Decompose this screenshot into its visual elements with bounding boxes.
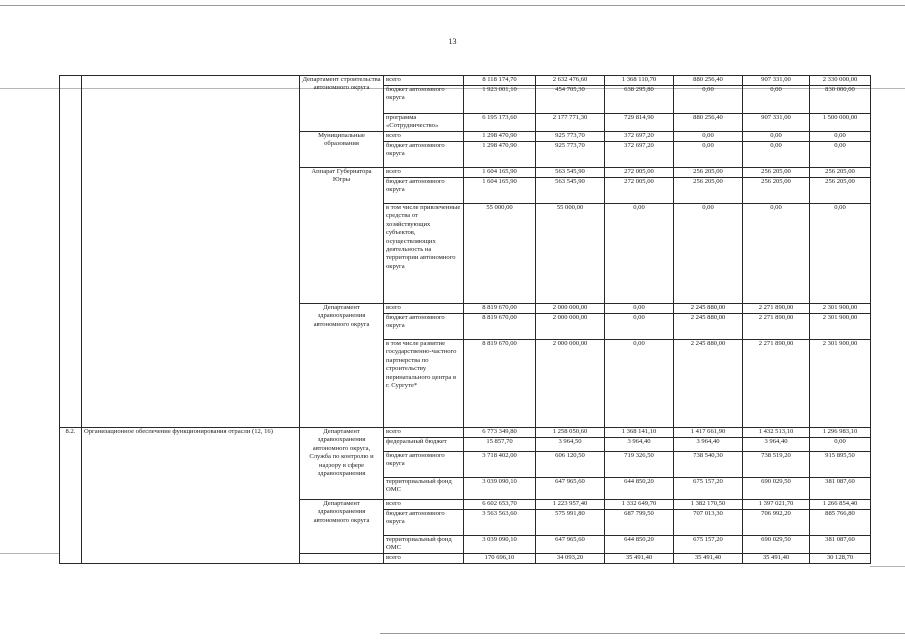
amount-cell: 1 417 661,90 bbox=[674, 428, 743, 438]
amount-cell: 606 120,50 bbox=[536, 452, 605, 478]
amount-cell: 8 118 174,70 bbox=[464, 76, 536, 86]
amount-cell: 925 773,70 bbox=[536, 142, 605, 168]
amount-cell: 170 696,10 bbox=[464, 554, 536, 564]
amount-cell: 0,00 bbox=[743, 204, 810, 304]
amount-cell: 644 850,20 bbox=[605, 478, 674, 500]
amount-cell: 638 295,80 bbox=[605, 86, 674, 114]
amount-cell: 647 965,60 bbox=[536, 478, 605, 500]
amount-cell: 644 850,20 bbox=[605, 536, 674, 554]
executor-cell: Аппарат Губернатора Югры bbox=[300, 168, 384, 304]
amount-cell: 0,00 bbox=[674, 86, 743, 114]
amount-cell: 690 029,50 bbox=[743, 478, 810, 500]
amount-cell: 2 301 900,00 bbox=[810, 304, 871, 314]
amount-cell: 454 705,30 bbox=[536, 86, 605, 114]
amount-cell: 8 819 670,00 bbox=[464, 314, 536, 340]
funding-source-cell: бюджет автономного округа bbox=[384, 314, 464, 340]
amount-cell: 1 500 000,00 bbox=[810, 114, 871, 132]
amount-cell: 30 128,70 bbox=[810, 554, 871, 564]
funding-source-cell: всего bbox=[384, 554, 464, 564]
funding-source-cell: бюджет автономного округа bbox=[384, 178, 464, 204]
amount-cell: 2 330 000,00 bbox=[810, 76, 871, 86]
amount-cell: 381 087,60 bbox=[810, 478, 871, 500]
amount-cell: 0,00 bbox=[810, 204, 871, 304]
funding-source-cell: всего bbox=[384, 304, 464, 314]
funding-source-cell: территориальный фонд ОМС bbox=[384, 478, 464, 500]
amount-cell: 1 296 983,10 bbox=[810, 428, 871, 438]
amount-cell: 256 205,00 bbox=[743, 168, 810, 178]
amount-cell: 0,00 bbox=[743, 132, 810, 142]
section-title-cell bbox=[82, 76, 300, 428]
amount-cell: 647 965,60 bbox=[536, 536, 605, 554]
amount-cell: 880 256,40 bbox=[674, 114, 743, 132]
scan-line-lower-right bbox=[870, 566, 905, 567]
amount-cell: 2 301 900,00 bbox=[810, 340, 871, 428]
amount-cell: 6 195 173,60 bbox=[464, 114, 536, 132]
amount-cell: 1 266 854,40 bbox=[810, 500, 871, 510]
amount-cell: 1 604 165,90 bbox=[464, 178, 536, 204]
funding-source-cell: бюджет автономного округа bbox=[384, 86, 464, 114]
funding-source-cell: в том числе привлеченные средства от хозяйствующих субъектов, осуществляющих деятельность на территории автономного округа bbox=[384, 204, 464, 304]
amount-cell: 0,00 bbox=[810, 438, 871, 452]
amount-cell: 729 814,90 bbox=[605, 114, 674, 132]
funding-source-cell: территориальный фонд ОМС bbox=[384, 536, 464, 554]
amount-cell: 0,00 bbox=[605, 304, 674, 314]
amount-cell: 738 540,30 bbox=[674, 452, 743, 478]
table-row bbox=[60, 428, 871, 438]
amount-cell: 1 604 165,90 bbox=[464, 168, 536, 178]
amount-cell: 272 005,00 bbox=[605, 178, 674, 204]
amount-cell: 0,00 bbox=[605, 314, 674, 340]
amount-cell: 35 491,40 bbox=[605, 554, 674, 564]
amount-cell: 690 029,50 bbox=[743, 536, 810, 554]
amount-cell: 0,00 bbox=[674, 132, 743, 142]
amount-cell: 3 039 090,10 bbox=[464, 536, 536, 554]
amount-cell: 55 000,00 bbox=[464, 204, 536, 304]
amount-cell: 880 256,40 bbox=[674, 76, 743, 86]
amount-cell: 35 491,40 bbox=[743, 554, 810, 564]
amount-cell: 2 632 476,60 bbox=[536, 76, 605, 86]
funding-source-cell: в том числе развитие государственно-частного партнерства по строительству перинатального центра в г. Сургуте* bbox=[384, 340, 464, 428]
amount-cell: 2 271 890,00 bbox=[743, 304, 810, 314]
amount-cell: 1 298 470,90 bbox=[464, 132, 536, 142]
scan-line-bottom bbox=[380, 633, 905, 634]
amount-cell: 0,00 bbox=[810, 142, 871, 168]
executor-cell: Департамент здравоохранения автономного округа bbox=[300, 500, 384, 554]
amount-cell: 1 223 957,40 bbox=[536, 500, 605, 510]
amount-cell: 2 000 000,00 bbox=[536, 314, 605, 340]
amount-cell: 563 545,90 bbox=[536, 168, 605, 178]
amount-cell: 885 766,80 bbox=[810, 510, 871, 536]
amount-cell: 830 000,00 bbox=[810, 86, 871, 114]
amount-cell: 707 013,30 bbox=[674, 510, 743, 536]
amount-cell: 8 819 670,00 bbox=[464, 304, 536, 314]
amount-cell: 1 298 470,90 bbox=[464, 142, 536, 168]
amount-cell: 3 039 090,10 bbox=[464, 478, 536, 500]
amount-cell: 0,00 bbox=[743, 142, 810, 168]
amount-cell: 3 964,40 bbox=[674, 438, 743, 452]
amount-cell: 1 397 021,70 bbox=[743, 500, 810, 510]
amount-cell: 1 368 110,70 bbox=[605, 76, 674, 86]
amount-cell: 381 087,60 bbox=[810, 536, 871, 554]
funding-source-cell: всего bbox=[384, 132, 464, 142]
amount-cell: 0,00 bbox=[605, 204, 674, 304]
executor-cell: Департамент строительства автономного округа bbox=[300, 76, 384, 132]
amount-cell: 34 093,20 bbox=[536, 554, 605, 564]
scan-line-top bbox=[0, 5, 905, 6]
funding-source-cell: федеральный бюджет bbox=[384, 438, 464, 452]
amount-cell: 2 000 000,00 bbox=[536, 340, 605, 428]
amount-cell: 15 857,70 bbox=[464, 438, 536, 452]
funding-source-cell: бюджет автономного округа bbox=[384, 142, 464, 168]
amount-cell: 915 895,50 bbox=[810, 452, 871, 478]
amount-cell: 1 432 513,10 bbox=[743, 428, 810, 438]
amount-cell: 925 773,70 bbox=[536, 132, 605, 142]
page-number: 13 bbox=[448, 37, 457, 46]
amount-cell: 2 000 000,00 bbox=[536, 304, 605, 314]
amount-cell: 1 258 050,60 bbox=[536, 428, 605, 438]
amount-cell: 687 799,50 bbox=[605, 510, 674, 536]
amount-cell: 2 245 880,00 bbox=[674, 304, 743, 314]
amount-cell: 3 964,40 bbox=[743, 438, 810, 452]
amount-cell: 907 331,00 bbox=[743, 114, 810, 132]
amount-cell: 738 519,20 bbox=[743, 452, 810, 478]
amount-cell: 3 718 402,00 bbox=[464, 452, 536, 478]
amount-cell: 55 000,00 bbox=[536, 204, 605, 304]
amount-cell: 0,00 bbox=[674, 142, 743, 168]
amount-cell: 372 697,20 bbox=[605, 132, 674, 142]
amount-cell: 1 332 649,70 bbox=[605, 500, 674, 510]
amount-cell: 563 545,90 bbox=[536, 178, 605, 204]
executor-cell bbox=[300, 554, 384, 564]
funding-source-cell: бюджет автономного округа bbox=[384, 452, 464, 478]
amount-cell: 0,00 bbox=[810, 132, 871, 142]
amount-cell: 256 205,00 bbox=[810, 178, 871, 204]
amount-cell: 35 491,40 bbox=[674, 554, 743, 564]
table-row bbox=[60, 76, 871, 86]
amount-cell: 706 992,20 bbox=[743, 510, 810, 536]
section-number-cell bbox=[60, 76, 82, 428]
amount-cell: 1 368 141,10 bbox=[605, 428, 674, 438]
budget-table bbox=[59, 75, 871, 564]
section-number-cell: 8.2. bbox=[60, 428, 82, 564]
amount-cell: 3 964,40 bbox=[605, 438, 674, 452]
funding-source-cell: всего bbox=[384, 76, 464, 86]
amount-cell: 907 331,00 bbox=[743, 76, 810, 86]
funding-source-cell: всего bbox=[384, 500, 464, 510]
funding-source-cell: бюджет автономного округа bbox=[384, 510, 464, 536]
amount-cell: 256 205,00 bbox=[674, 168, 743, 178]
amount-cell: 6 602 653,70 bbox=[464, 500, 536, 510]
amount-cell: 2 177 771,30 bbox=[536, 114, 605, 132]
executor-cell: Департамент здравоохранения автономного округа, Служба по контролю и надзору в сфере здравоохранения bbox=[300, 428, 384, 500]
amount-cell: 575 991,80 bbox=[536, 510, 605, 536]
amount-cell: 8 819 670,00 bbox=[464, 340, 536, 428]
section-title-cell: Организационное обеспечение функционирования отрасли (12, 16) bbox=[82, 428, 300, 564]
amount-cell: 2 271 890,00 bbox=[743, 340, 810, 428]
amount-cell: 2 245 880,00 bbox=[674, 314, 743, 340]
executor-cell: Муниципальные образования bbox=[300, 132, 384, 168]
funding-source-cell: всего bbox=[384, 168, 464, 178]
amount-cell: 272 005,00 bbox=[605, 168, 674, 178]
amount-cell: 2 301 900,00 bbox=[810, 314, 871, 340]
amount-cell: 0,00 bbox=[605, 340, 674, 428]
amount-cell: 719 326,50 bbox=[605, 452, 674, 478]
amount-cell: 675 157,20 bbox=[674, 478, 743, 500]
scan-line-lower-left bbox=[0, 553, 59, 554]
amount-cell: 6 773 349,80 bbox=[464, 428, 536, 438]
funding-source-cell: всего bbox=[384, 428, 464, 438]
amount-cell: 256 205,00 bbox=[674, 178, 743, 204]
amount-cell: 0,00 bbox=[743, 86, 810, 114]
funding-source-cell: программа «Сотрудничество» bbox=[384, 114, 464, 132]
amount-cell: 2 245 880,00 bbox=[674, 340, 743, 428]
amount-cell: 256 205,00 bbox=[810, 168, 871, 178]
amount-cell: 2 271 890,00 bbox=[743, 314, 810, 340]
amount-cell: 1 382 170,50 bbox=[674, 500, 743, 510]
amount-cell: 675 157,20 bbox=[674, 536, 743, 554]
amount-cell: 3 563 563,60 bbox=[464, 510, 536, 536]
executor-cell: Департамент здравоохранения автономного округа bbox=[300, 304, 384, 428]
amount-cell: 0,00 bbox=[674, 204, 743, 304]
amount-cell: 256 205,00 bbox=[743, 178, 810, 204]
amount-cell: 3 964,50 bbox=[536, 438, 605, 452]
amount-cell: 372 697,20 bbox=[605, 142, 674, 168]
amount-cell: 1 923 001,10 bbox=[464, 86, 536, 114]
